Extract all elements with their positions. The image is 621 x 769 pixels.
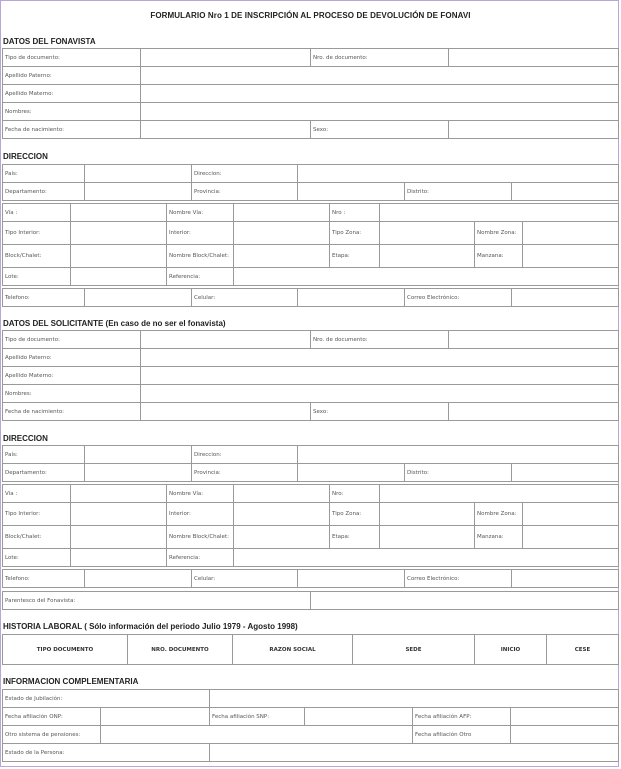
header-cese: CESE [547, 635, 619, 665]
field-pais[interactable] [85, 165, 192, 183]
field-sol-apellido-paterno[interactable] [141, 349, 619, 367]
label-sol-nombre-block: Nombre Block/Chalet: [167, 526, 234, 549]
field-sol-tipo-interior[interactable] [71, 503, 167, 526]
label-apellido-paterno: Apellido Paterno: [3, 67, 141, 85]
label-lote: Lote: [3, 268, 71, 286]
section-direccion-1-title: DIRECCION [3, 152, 48, 161]
field-tipo-zona[interactable] [380, 222, 475, 245]
label-nombre-via: Nombre Vía: [167, 204, 234, 222]
label-sol-distrito: Distrito: [405, 464, 512, 482]
label-tipo-zona: Tipo Zona: [330, 222, 380, 245]
label-sol-correo: Correo Electrónico: [405, 570, 512, 588]
direccion-1-detail-table [2, 203, 619, 286]
field-sol-nombres[interactable] [141, 385, 619, 403]
label-sol-apellido-materno: Apellido Materno: [3, 367, 141, 385]
field-otro-sistema[interactable] [101, 726, 413, 744]
field-apellido-materno[interactable] [141, 85, 619, 103]
label-parentesco: Parentesco del Fonavista: [3, 592, 311, 610]
direccion-2-top-table [2, 445, 619, 482]
header-sede: SEDE [353, 635, 475, 665]
label-via: Vía : [3, 204, 71, 222]
field-fecha-onp[interactable] [101, 708, 210, 726]
historia-laboral-table [2, 634, 619, 665]
field-sol-departamento[interactable] [85, 464, 192, 482]
label-sol-tipo-interior: Tipo Interior: [3, 503, 71, 526]
field-sol-tipo-documento[interactable] [141, 331, 311, 349]
complementaria-table [2, 689, 619, 762]
label-sol-nro: Nro: [330, 485, 380, 503]
label-nombre-block: Nombre Block/Chalet: [167, 245, 234, 268]
direccion-1-top-table [2, 164, 619, 201]
field-lote[interactable] [71, 268, 167, 286]
header-nro-documento: NRO. DOCUMENTO [128, 635, 233, 665]
label-pais: País: [3, 165, 85, 183]
label-sol-nro-documento: Nro. de documento: [311, 331, 449, 349]
field-sol-fecha-nacimiento[interactable] [141, 403, 311, 421]
field-correo[interactable] [512, 289, 619, 307]
field-sol-apellido-materno[interactable] [141, 367, 619, 385]
field-fecha-nacimiento[interactable] [141, 121, 311, 139]
parentesco-table [2, 591, 619, 610]
field-sol-tipo-zona[interactable] [380, 503, 475, 526]
field-fecha-afp[interactable] [511, 708, 619, 726]
label-telefono: Telefono: [3, 289, 85, 307]
field-sexo[interactable] [449, 121, 619, 139]
label-sol-interior: Interior: [167, 503, 234, 526]
field-sol-nro[interactable] [380, 485, 619, 503]
direccion-2-contact-table [2, 569, 619, 588]
section-complementaria-title: INFORMACION COMPLEMENTARIA [3, 677, 139, 686]
label-nombre-zona: Nombre Zona: [475, 222, 523, 245]
label-fecha-afp: Fecha afiliación AFP: [413, 708, 511, 726]
field-fecha-snp[interactable] [305, 708, 413, 726]
fonavista-table [2, 48, 619, 139]
label-fecha-otro: Fecha afiliación Otro [413, 726, 511, 744]
field-sol-manzana[interactable] [523, 526, 619, 549]
field-tipo-documento[interactable] [141, 49, 311, 67]
label-fecha-snp: Fecha afiliación SNP: [210, 708, 305, 726]
solicitante-table [2, 330, 619, 421]
field-provincia[interactable] [298, 183, 405, 201]
section-direccion-2-title: DIRECCION [3, 434, 48, 443]
field-sol-correo[interactable] [512, 570, 619, 588]
label-sol-via: Vía : [3, 485, 71, 503]
label-referencia: Referencia: [167, 268, 234, 286]
label-sol-tipo-zona: Tipo Zona: [330, 503, 380, 526]
label-sol-pais: País: [3, 446, 85, 464]
field-direccion[interactable] [298, 165, 619, 183]
field-sol-nro-documento[interactable] [449, 331, 619, 349]
field-celular[interactable] [298, 289, 405, 307]
field-sol-telefono[interactable] [85, 570, 192, 588]
label-tipo-interior: Tipo Interior: [3, 222, 71, 245]
label-correo: Correo Electrónico: [405, 289, 512, 307]
field-sol-nombre-block[interactable] [234, 526, 330, 549]
field-telefono[interactable] [85, 289, 192, 307]
label-sol-nombres: Nombres: [3, 385, 141, 403]
label-sol-apellido-paterno: Apellido Paterno: [3, 349, 141, 367]
label-manzana: Manzana: [475, 245, 523, 268]
label-sol-telefono: Telefono: [3, 570, 85, 588]
field-sol-interior[interactable] [234, 503, 330, 526]
field-referencia[interactable] [234, 268, 619, 286]
field-nro[interactable] [380, 204, 619, 222]
label-sol-block: Block/Chalet: [3, 526, 71, 549]
field-sol-distrito[interactable] [512, 464, 619, 482]
label-celular: Celular: [192, 289, 298, 307]
field-apellido-paterno[interactable] [141, 67, 619, 85]
field-estado-jubilacion[interactable] [210, 690, 619, 708]
field-nombre-zona[interactable] [523, 222, 619, 245]
label-sol-provincia: Provincia: [192, 464, 298, 482]
label-nro: Nro : [330, 204, 380, 222]
label-sol-departamento: Departamento: [3, 464, 85, 482]
label-sol-direccion: Direccion: [192, 446, 298, 464]
field-sol-direccion[interactable] [298, 446, 619, 464]
section-fonavista-title: DATOS DEL FONAVISTA [3, 37, 96, 46]
field-sol-pais[interactable] [85, 446, 192, 464]
label-sol-etapa: Etapa: [330, 526, 380, 549]
section-solicitante-title: DATOS DEL SOLICITANTE (En caso de no ser el fonavista) [3, 319, 226, 328]
label-departamento: Departamento: [3, 183, 85, 201]
label-etapa: Etapa: [330, 245, 380, 268]
field-sol-nombre-zona[interactable] [523, 503, 619, 526]
field-nombre-block[interactable] [234, 245, 330, 268]
field-nombre-via[interactable] [234, 204, 330, 222]
section-historia-title: HISTORIA LABORAL ( Sólo información del periodo Julio 1979 - Agosto 1998) [3, 622, 298, 631]
field-fecha-otro[interactable] [511, 726, 619, 744]
field-estado-persona[interactable] [210, 744, 619, 762]
direccion-2-detail-table [2, 484, 619, 567]
label-sol-manzana: Manzana: [475, 526, 523, 549]
field-sol-provincia[interactable] [298, 464, 405, 482]
field-sol-block[interactable] [71, 526, 167, 549]
field-manzana[interactable] [523, 245, 619, 268]
label-provincia: Provincia: [192, 183, 298, 201]
field-departamento[interactable] [85, 183, 192, 201]
label-sol-fecha-nacimiento: Fecha de nacimiento: [3, 403, 141, 421]
field-via[interactable] [71, 204, 167, 222]
label-sol-sexo: Sexo: [311, 403, 449, 421]
label-sol-nombre-via: Nombre Vía: [167, 485, 234, 503]
label-sol-celular: Celular: [192, 570, 298, 588]
field-sol-referencia[interactable] [234, 549, 619, 567]
label-estado-jubilacion: Estado de Jubilación: [3, 690, 210, 708]
label-apellido-materno: Apellido Materno: [3, 85, 141, 103]
label-sol-referencia: Referencia: [167, 549, 234, 567]
field-etapa[interactable] [380, 245, 475, 268]
label-fecha-nacimiento: Fecha de nacimiento: [3, 121, 141, 139]
field-sol-celular[interactable] [298, 570, 405, 588]
label-fecha-onp: Fecha afiliación ONP: [3, 708, 101, 726]
form-title: FORMULARIO Nro 1 DE INSCRIPCIÓN AL PROCESO DE DEVOLUCIÓN DE FONAVI [150, 11, 471, 20]
field-parentesco[interactable] [311, 592, 619, 610]
label-sol-nombre-zona: Nombre Zona: [475, 503, 523, 526]
label-nro-documento: Nro. de documento: [311, 49, 449, 67]
label-block: Block/Chalet: [3, 245, 71, 268]
direccion-1-contact-table [2, 288, 619, 307]
label-sol-tipo-documento: Tipo de documento: [3, 331, 141, 349]
field-sol-etapa[interactable] [380, 526, 475, 549]
field-distrito[interactable] [512, 183, 619, 201]
field-nombres[interactable] [141, 103, 619, 121]
header-razon-social: RAZON SOCIAL [233, 635, 353, 665]
label-distrito: Distrito: [405, 183, 512, 201]
label-sexo: Sexo: [311, 121, 449, 139]
header-inicio: INICIO [475, 635, 547, 665]
label-tipo-documento: Tipo de documento: [3, 49, 141, 67]
label-otro-sistema: Otro sistema de pensiones: [3, 726, 101, 744]
field-sol-via[interactable] [71, 485, 167, 503]
header-tipo-documento: TIPO DOCUMENTO [3, 635, 128, 665]
label-sol-lote: Lote: [3, 549, 71, 567]
label-nombres: Nombres: [3, 103, 141, 121]
field-nro-documento[interactable] [449, 49, 619, 67]
field-tipo-interior[interactable] [71, 222, 167, 245]
field-block[interactable] [71, 245, 167, 268]
field-sol-sexo[interactable] [449, 403, 619, 421]
label-interior: Interior: [167, 222, 234, 245]
field-sol-nombre-via[interactable] [234, 485, 330, 503]
label-direccion: Direccion: [192, 165, 298, 183]
field-sol-lote[interactable] [71, 549, 167, 567]
label-estado-persona: Estado de la Persona: [3, 744, 210, 762]
field-interior[interactable] [234, 222, 330, 245]
